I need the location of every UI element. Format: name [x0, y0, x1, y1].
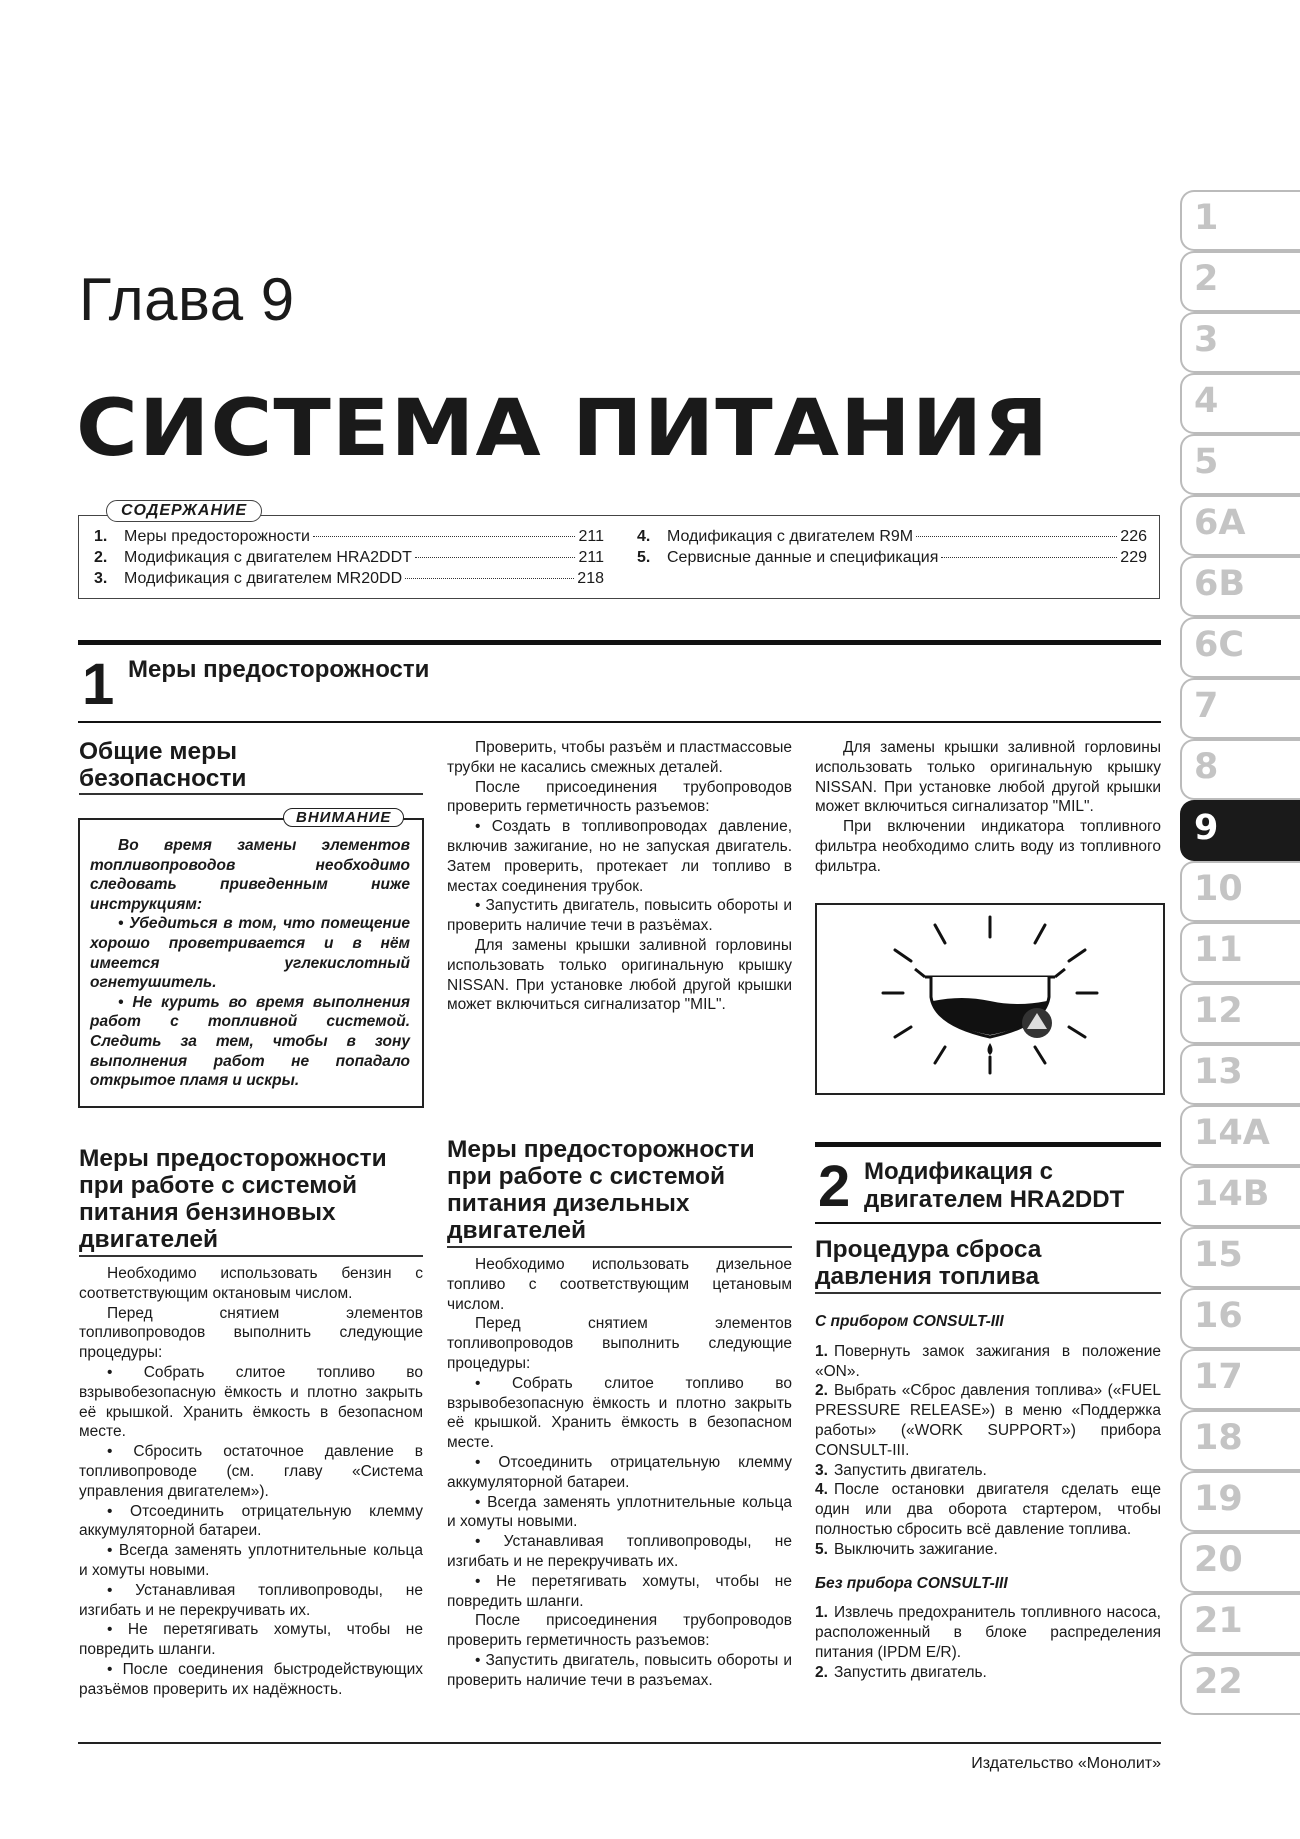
- contents-entry-number: 5.: [637, 549, 651, 566]
- chapter-tab-label: 17: [1194, 1357, 1243, 1397]
- petrol-precautions-heading: [79, 1145, 387, 1253]
- list-item: • Запустить двигатель, повысить обороты и проверить наличие течи в разъемах.: [447, 1651, 792, 1689]
- chapter-tab-label: 14A: [1194, 1113, 1270, 1153]
- chapter-tab[interactable]: [1180, 678, 1300, 739]
- chapter-tab-label: 8: [1194, 747, 1219, 787]
- contents-leader-dots: [405, 578, 574, 579]
- chapter-tab-label: 20: [1194, 1540, 1243, 1580]
- step-text: Запустить двигатель.: [833, 1461, 987, 1479]
- contents-entry-number: 4.: [637, 528, 651, 545]
- chapter-tab-label: 10: [1194, 869, 1243, 909]
- heading-line: питания дизельных: [447, 1190, 690, 1217]
- chapter-tab-label: 4: [1194, 381, 1219, 421]
- chapter-tab[interactable]: [1180, 312, 1300, 373]
- right-column-top-text: [815, 738, 1161, 877]
- list-item: • Не перетягивать хомуты, чтобы не повредить шланги.: [79, 1621, 423, 1659]
- step-text: Повернуть замок зажигания в положение «ON».: [815, 1342, 1161, 1380]
- contents-entry[interactable]: [637, 526, 1147, 547]
- chapter-tab[interactable]: [1180, 190, 1300, 251]
- chapter-tab[interactable]: [1180, 251, 1300, 312]
- chapter-tab-label: 15: [1194, 1235, 1243, 1275]
- contents-right-column: [637, 526, 1147, 568]
- warning-label: ВНИМАНИЕ: [283, 808, 404, 827]
- list-item: • Сбросить остаточное давление в топливопроводе (см. главу «Система управления двигателем»).: [79, 1443, 423, 1500]
- diesel-precautions-text: [447, 1255, 792, 1691]
- contents-entry-number: 1.: [94, 528, 108, 545]
- contents-entry-page: 218: [577, 570, 604, 587]
- middle-column-top-text: [447, 738, 792, 1015]
- fuel-filter-warning-figure: [815, 903, 1165, 1095]
- chapter-tab-label: 16: [1194, 1296, 1243, 1336]
- chapter-tab-label: 18: [1194, 1418, 1243, 1458]
- contents-entry-title: Сервисные данные и спецификация: [667, 549, 939, 566]
- paragraph: После присоединения трубопроводов проверить герметичность разъемов:: [447, 778, 792, 816]
- chapter-tab[interactable]: [1180, 1288, 1300, 1349]
- step-number: 2.: [815, 1663, 828, 1681]
- chapter-tab[interactable]: [1180, 373, 1300, 434]
- chapter-tab-label: 5: [1194, 442, 1219, 482]
- list-item: • После соединения быстродействующих разъёмов проверить их надёжность.: [79, 1660, 423, 1698]
- section-2-bottom-rule: [815, 1222, 1161, 1224]
- paragraph: Необходимо использовать дизельное топливо с соответствующим цетановым числом.: [447, 1256, 792, 1313]
- contents-entry[interactable]: [94, 547, 604, 568]
- warning-intro: Во время замены элементов топливопроводов необходимо следовать приведенным ниже инструкциям:: [90, 837, 410, 913]
- chapter-tab[interactable]: [1180, 861, 1300, 922]
- heading-line: Меры предосторожности: [79, 1145, 387, 1172]
- step-number: 1.: [815, 1604, 828, 1622]
- heading-underline: [79, 1255, 423, 1257]
- fuel-filter-warning-lamp-icon: [817, 905, 1163, 1093]
- contents-leader-dots: [916, 536, 1117, 537]
- step-item: [815, 1461, 1161, 1481]
- section-2-top-rule: [815, 1142, 1161, 1147]
- chapter-tab[interactable]: [1180, 983, 1300, 1044]
- step-text: После остановки двигателя сделать еще один или два оборота стартером, чтобы полностью сбросить всё давление топлива.: [815, 1481, 1161, 1538]
- chapter-tab-label: 13: [1194, 1052, 1243, 1092]
- chapter-tab[interactable]: [1180, 1471, 1300, 1532]
- contents-leader-dots: [941, 557, 1117, 558]
- contents-leader-dots: [313, 536, 576, 537]
- list-item: • Всегда заменять уплотнительные кольца и хомуты новыми.: [79, 1542, 423, 1579]
- chapter-tab[interactable]: [1180, 922, 1300, 983]
- contents-entry[interactable]: [637, 547, 1147, 568]
- heading-line: давления топлива: [815, 1263, 1040, 1290]
- chapter-tab-label: 3: [1194, 320, 1219, 360]
- list-item: • Создать в топливопроводах давление, включив зажигание, но не запуская двигатель. Затем проверить, протекает ли топливо в местах соединения трубок.: [447, 818, 792, 895]
- subsection-label: С прибором CONSULT-III: [815, 1313, 1004, 1330]
- step-item: [815, 1480, 1161, 1539]
- contents-entry-page: 226: [1120, 528, 1147, 545]
- heading-line: Общие меры: [79, 738, 237, 765]
- warning-text: [90, 836, 410, 1091]
- paragraph: Перед снятием элементов топливопроводов выполнить следующие процедуры:: [447, 1315, 792, 1372]
- chapter-tab-label: 21: [1194, 1601, 1243, 1641]
- paragraph: Для замены крышки заливной горловины использовать только оригинальную крышку NISSAN. При установке любой другой крышки может включиться сигнализатор "MIL".: [447, 936, 792, 1014]
- fuel-pressure-release-text: [815, 1298, 1161, 1683]
- list-item: • Отсоединить отрицательную клемму аккумуляторной батареи.: [447, 1453, 792, 1491]
- chapter-tab-label: 6A: [1194, 503, 1246, 543]
- step-item: [815, 1342, 1161, 1382]
- chapter-tab-label: 7: [1194, 686, 1219, 726]
- chapter-tab[interactable]: [1180, 434, 1300, 495]
- chapter-tab[interactable]: [1180, 1410, 1300, 1471]
- heading-line: двигателей: [79, 1226, 219, 1253]
- chapter-tab[interactable]: [1180, 1532, 1300, 1593]
- contents-entry[interactable]: [94, 526, 604, 547]
- list-item: • Собрать слитое топливо во взрывобезопасную ёмкость и плотно закрыть её крышкой. Хранить ёмкость в безопасном месте.: [79, 1363, 423, 1441]
- heading-line: Меры предосторожности: [447, 1136, 755, 1163]
- paragraph: При включении индикатора топливного фильтра необходимо слить воду из топливного фильтра.: [815, 818, 1161, 875]
- chapter-tab-label: 6C: [1194, 625, 1245, 665]
- contents-entry-page: 211: [578, 549, 604, 566]
- contents-label: СОДЕРЖАНИЕ: [106, 500, 262, 522]
- heading-underline: [815, 1292, 1161, 1294]
- section-1-top-rule: [78, 640, 1161, 645]
- contents-entry-page: 211: [578, 528, 604, 545]
- chapter-title: СИСТЕМА ПИТАНИЯ: [76, 384, 1050, 474]
- chapter-tab-label: 12: [1194, 991, 1243, 1031]
- chapter-tab-label: 9: [1194, 808, 1219, 848]
- chapter-tab[interactable]: [1180, 1044, 1300, 1105]
- contents-entry[interactable]: [94, 568, 604, 589]
- step-text: Выбрать «Сброс давления топлива» («FUEL PRESSURE RELEASE») в меню «Поддержка работы» («WORK SUPPORT») прибора CONSULT-III.: [815, 1382, 1161, 1459]
- heading-underline: [447, 1246, 792, 1248]
- contents-entry-title: Модификация с двигателем MR20DD: [124, 570, 403, 587]
- chapter-tab-label: 19: [1194, 1479, 1243, 1519]
- chapter-tab-active[interactable]: [1180, 800, 1300, 861]
- heading-line: безопасности: [79, 765, 247, 792]
- chapter-tab-label: 14B: [1194, 1174, 1270, 1214]
- step-text: Извлечь предохранитель топливного насоса, расположенный в блоке распределения питания (IPDM E/R).: [815, 1604, 1161, 1661]
- list-item: • Собрать слитое топливо во взрывобезопасную ёмкость и плотно закрыть её крышкой. Хранить ёмкость в безопасном месте.: [447, 1374, 792, 1452]
- chapter-tab[interactable]: [1180, 1105, 1300, 1166]
- list-item: • Устанавливая топливопроводы, не изгибать и не перекручивать их.: [79, 1581, 423, 1619]
- heading-line: питания бензиновых: [79, 1199, 336, 1226]
- section-1-bottom-rule: [78, 721, 1161, 723]
- warning-item: • Не курить во время выполнения работ с топливной системой. Следить за тем, чтобы в зону выполнения работ не попадало открытое пламя и искры.: [90, 993, 410, 1090]
- step-number: 3.: [815, 1461, 828, 1479]
- contents-entry-title: Модификация с двигателем R9M: [667, 528, 914, 545]
- heading-line: при работе с системой: [447, 1163, 726, 1190]
- chapter-tab[interactable]: [1180, 739, 1300, 800]
- list-item: • Запустить двигатель, повысить обороты и проверить наличие течи в разъёмах.: [447, 897, 792, 935]
- chapter-tab[interactable]: [1180, 495, 1300, 556]
- fuel-pressure-release-heading: [815, 1236, 1041, 1290]
- paragraph: Проверить, чтобы разъём и пластмассовые трубки не касались смежных деталей.: [447, 739, 792, 776]
- chapter-tab-label: 2: [1194, 259, 1219, 299]
- chapter-tab[interactable]: [1180, 1227, 1300, 1288]
- paragraph: Для замены крышки заливной горловины использовать только оригинальную крышку NISSAN. При установке любой другой крышки может включиться сигнализатор "MIL".: [815, 739, 1161, 816]
- general-safety-heading: [79, 738, 246, 792]
- step-item: [815, 1663, 1161, 1683]
- contents-entry-title: Модификация с двигателем HRA2DDT: [124, 549, 412, 566]
- section-2-number: 2: [818, 1154, 851, 1219]
- step-item: [815, 1603, 1161, 1662]
- step-item: [815, 1540, 1161, 1560]
- chapter-tab[interactable]: [1180, 1593, 1300, 1654]
- heading-underline: [79, 793, 423, 795]
- publisher-name: Издательство «Монолит»: [971, 1755, 1161, 1772]
- footer-rule: [78, 1742, 1161, 1744]
- contents-left-column: [94, 526, 604, 589]
- paragraph: После присоединения трубопроводов проверить герметичность разъемов:: [447, 1612, 792, 1650]
- step-number: 1.: [815, 1342, 828, 1360]
- heading-line: Процедура сброса: [815, 1236, 1042, 1263]
- paragraph: Перед снятием элементов топливопроводов выполнить следующие процедуры:: [79, 1304, 423, 1362]
- heading-line: при работе с системой: [79, 1172, 358, 1199]
- warning-item: • Убедиться в том, что помещение хорошо проветривается и в нём имеется углекислотный огнетушитель.: [90, 915, 410, 992]
- step-item: [815, 1381, 1161, 1460]
- chapter-label: Глава 9: [79, 266, 295, 333]
- section-1-title: Меры предосторожности: [128, 656, 430, 683]
- chapter-tab[interactable]: [1180, 617, 1300, 678]
- heading-line: двигателей: [447, 1217, 587, 1244]
- step-text: Запустить двигатель.: [833, 1663, 987, 1681]
- section-1-number: 1: [82, 652, 115, 717]
- chapter-tab[interactable]: [1180, 556, 1300, 617]
- chapter-tab[interactable]: [1180, 1654, 1300, 1715]
- diesel-precautions-heading: [447, 1136, 755, 1244]
- chapter-tab-label: 22: [1194, 1662, 1243, 1702]
- chapter-tab[interactable]: [1180, 1166, 1300, 1227]
- paragraph: Необходимо использовать бензин с соответствующим октановым числом.: [79, 1265, 423, 1302]
- section-2-title: [864, 1158, 1124, 1214]
- contents-leader-dots: [415, 557, 576, 558]
- chapter-tab-label: 1: [1194, 198, 1219, 238]
- title-line: двигателем HRA2DDT: [864, 1186, 1125, 1213]
- contents-entry-number: 3.: [94, 570, 108, 587]
- step-number: 5.: [815, 1540, 828, 1558]
- list-item: • Не перетягивать хомуты, чтобы не повредить шланги.: [447, 1572, 792, 1610]
- contents-entry-page: 229: [1120, 549, 1147, 566]
- contents-entry-number: 2.: [94, 549, 108, 566]
- list-item: • Отсоединить отрицательную клемму аккумуляторной батареи.: [79, 1502, 423, 1540]
- chapter-tab[interactable]: [1180, 1349, 1300, 1410]
- petrol-precautions-text: [79, 1264, 423, 1700]
- chapter-tab-label: 11: [1194, 930, 1243, 970]
- list-item: • Всегда заменять уплотнительные кольца и хомуты новыми.: [447, 1493, 792, 1531]
- step-text: Выключить зажигание.: [833, 1540, 998, 1558]
- title-line: Модификация с: [864, 1158, 1053, 1185]
- step-number: 4.: [815, 1481, 828, 1499]
- list-item: • Устанавливая топливопроводы, не изгибать и не перекручивать их.: [447, 1533, 792, 1570]
- contents-entry-title: Меры предосторожности: [124, 528, 310, 545]
- subsection-label: Без прибора CONSULT-III: [815, 1574, 1008, 1592]
- chapter-tab-label: 6B: [1194, 564, 1246, 604]
- step-number: 2.: [815, 1382, 828, 1400]
